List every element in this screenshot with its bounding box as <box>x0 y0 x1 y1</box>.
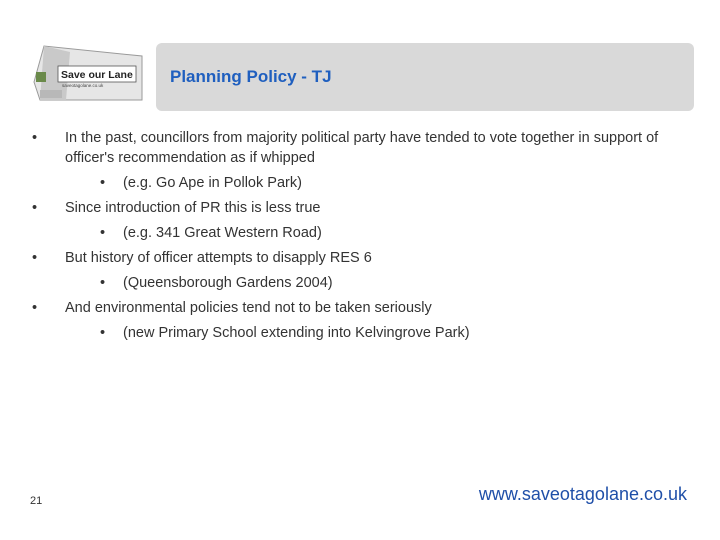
logo-subtext: saveotagolane.co.uk <box>62 83 104 88</box>
page-number: 21 <box>30 495 43 507</box>
logo-graphic <box>30 42 148 104</box>
bullet-text: In the past, councillors from majority political party have tended to vote together in support of officer's recommendation as if whipped <box>65 130 659 166</box>
bullet-dot-icon: • <box>100 325 106 341</box>
bullet-text: And environmental policies tend not to be taken seriously <box>65 300 432 316</box>
slide-title: Planning Policy - TJ <box>170 67 332 86</box>
bullet-item <box>30 198 670 218</box>
sub-bullet-item <box>30 274 670 292</box>
bullet-text: But history of officer attempts to disapply RES 6 <box>65 250 372 266</box>
sub-bullet-item <box>30 324 670 342</box>
sub-bullet-text: (e.g. Go Ape in Pollok Park) <box>123 175 302 191</box>
sub-bullet-text: (Queensborough Gardens 2004) <box>123 275 333 291</box>
bullet-dot-icon: • <box>32 250 38 266</box>
logo-text: Save our Lane <box>61 69 133 81</box>
bullet-item <box>30 248 670 268</box>
bullet-item <box>30 298 670 318</box>
save-our-lane-logo <box>30 42 148 104</box>
bullet-item <box>30 128 670 168</box>
sub-bullet-text: (new Primary School extending into Kelvingrove Park) <box>123 325 470 341</box>
bullet-dot-icon: • <box>32 300 38 316</box>
bullet-dot-icon: • <box>100 175 106 191</box>
bullet-text: Since introduction of PR this is less true <box>65 200 321 216</box>
sub-bullet-text: (e.g. 341 Great Western Road) <box>123 225 322 241</box>
bullet-dot-icon: • <box>32 200 38 216</box>
sub-bullet-item <box>30 174 670 192</box>
bullet-list <box>30 128 670 348</box>
title-bar <box>156 43 694 111</box>
bullet-dot-icon: • <box>100 225 106 241</box>
website-url[interactable]: www.saveotagolane.co.uk <box>478 484 687 504</box>
sub-bullet-item <box>30 224 670 242</box>
bullet-dot-icon: • <box>32 130 38 146</box>
bullet-dot-icon: • <box>100 275 106 291</box>
